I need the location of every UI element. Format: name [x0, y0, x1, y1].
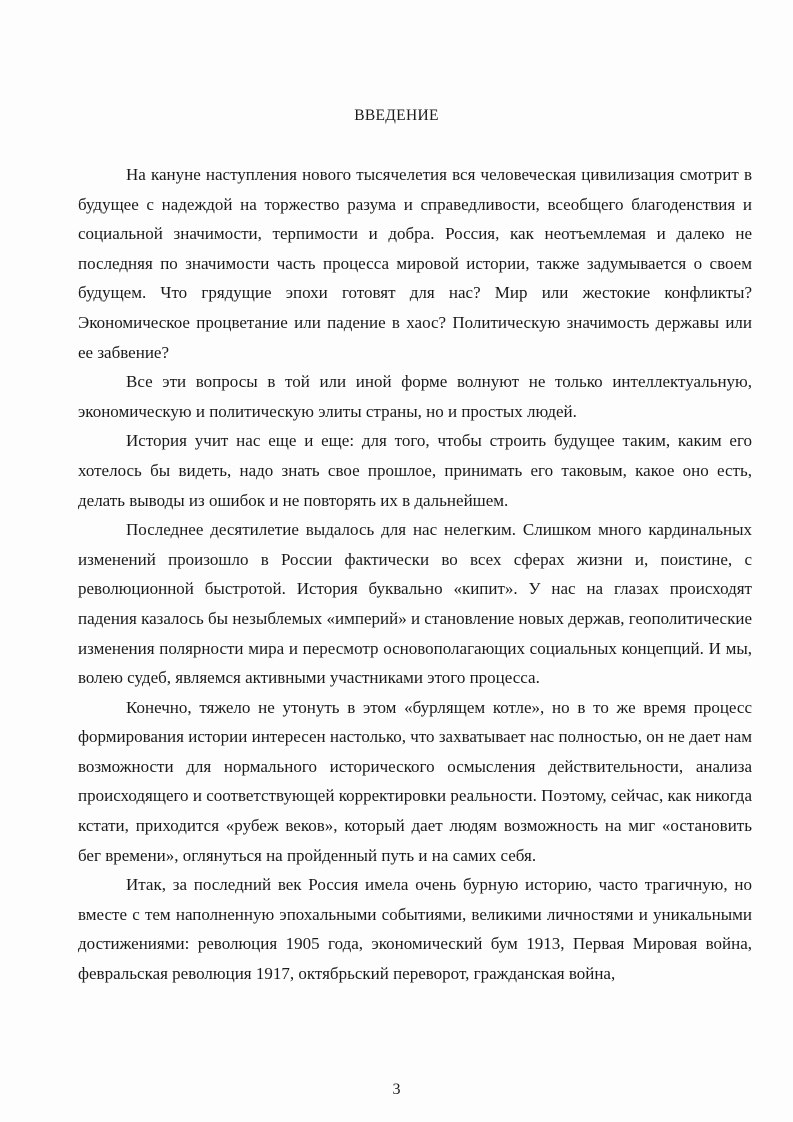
page-title: ВВЕДЕНИЕ	[354, 107, 439, 124]
paragraph: История учит нас еще и еще: для того, чтобы строить будущее таким, каким его хотелось бы видеть, надо знать свое прошлое, принимать его таковым, какое оно есть, делать выводы из ошибок и не повторять их в дальнейшем.	[78, 431, 752, 510]
document-body	[78, 160, 752, 989]
paragraph: Все эти вопросы в той или иной форме волнуют не только интеллектуальную, экономическую и политическую элиты страны, но и простых людей.	[78, 372, 752, 421]
paragraph: Последнее десятилетие выдалось для нас нелегким. Слишком много кардинальных изменений произошло в России фактически во всех сферах жизни и, поистине, с революционной быстротой. История буквально «кипит». У нас на глазах происходят падения казалось бы незыблемых «империй» и становление новых держав, геополитические изменения полярности мира и пересмотр основополагающих социальных концепций. И мы, волею судеб, являемся активными участниками этого процесса.	[78, 520, 752, 688]
page-number: 3	[392, 1081, 401, 1098]
paragraph: Итак, за последний век Россия имела очень бурную историю, часто трагичную, но вместе с тем наполненную эпохальными событиями, великими личностями и уникальными достижениями: революция 1905 года, экономический бум 1913, Первая Мировая война, февральская революция 1917, октябрьский переворот, гражданская война,	[78, 875, 752, 984]
paragraph: На кануне наступления нового тысячелетия вся человеческая цивилизация смотрит в будущее с надеждой на торжество разума и справедливости, всеобщего благоденствия и социальной значимости, терпимости и добра. Россия, как неотъемлемая и далеко не последняя по значимости часть процесса мировой истории, также задумывается о своем будущем. Что грядущие эпохи готовят для нас? Мир или жестокие конфликты? Экономическое процветание или падение в хаос? Политическую значимость державы или ее забвение?	[78, 165, 752, 362]
paragraph: Конечно, тяжело не утонуть в этом «бурлящем котле», но в то же время процесс формирования истории интересен настолько, что захватывает нас полностью, он не дает нам возможности для нормального исторического осмысления действительности, анализа происходящего и соответствующей корректировки реальности. Поэтому, сейчас, как никогда кстати, приходится «рубеж веков», который дает людям возможность на миг «остановить бег времени», оглянуться на пройденный путь и на самих себя.	[78, 697, 752, 865]
